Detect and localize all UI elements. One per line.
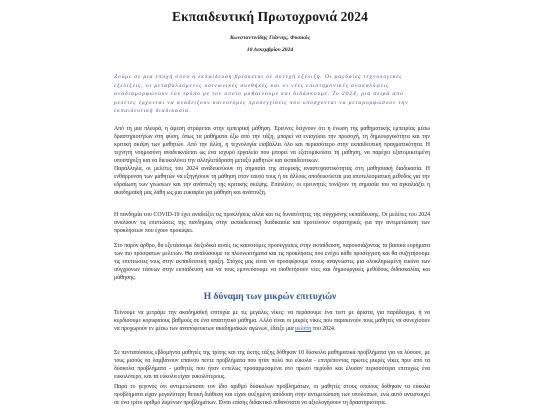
study-link[interactable]: μελέτη — [295, 325, 312, 332]
paragraph-5-text-end: του 2024. — [311, 325, 336, 332]
body-paragraph-5 — [114, 310, 430, 334]
body-paragraph-7: Παρά το γεγονός ότι αντιμετώπισαν τον ίδιο αριθμό δύσκολων προβλημάτων, οι μαθητές στους οποίους δόθηκαν τα εύκολα προβλήματα είχαν μεγαλύτερη θετική διάθεση και είχαν αυξημένη απόδοση στην αντιμετώπιση των υπολοίπων, ενώ αυτό αντιστοιχεί σε ένα τρίτο αριθμό λυμένων προβλημάτων. Είναι επίσης διδακτικό πιθανότατα να αξιολογήσουν τη δραστηριότητα. — [114, 384, 430, 406]
document-title: Εκπαιδευτική Πρωτοχρονιά 2024 — [172, 9, 368, 24]
body-paragraph-4: Στο παρόν άρθρο, θα εξετάσουμε διεξοδικά αυτές τις καινοτόμες προσεγγίσεις στην εκπαίδευση, παρουσιάζοντας τα βασικά ευρήματα των πιο πρόσφατων μελετών. Θα αναλύσουμε τα πλεονεκτήματα και τις προκλήσεις που ενέχει κάθε προσέγγιση και θα συζητήσουμε τις επιπτώσεις τους στην εκπαιδευτική πράξη. Στόχος μας είναι να προσφέρουμε στους αναγνώστες μια ολοκληρωμένη εικόνα των σύγχρονων τάσεων στην εκπαίδευση και να τους εμπνεύσουμε να υιοθετήσουν νέες και δημιουργικές μεθόδους διδασκαλίας και μάθησης. — [114, 243, 430, 281]
section-heading: Η δύναμη των μικρών επιτυχιών — [203, 292, 337, 302]
paragraph-5-text-start: Τείνουμε να μετράμε την ακαδημαϊκή επιτυχία με τις μεγάλες νίκες: να περάσουμε ένα τεστ με άριστα, για παράδειγμα, ή να κερδίσουμε κορυφαίους βαθμούς σε ένα απαιτητικό μάθημα. Αλλά είναι οι μικρές νίκες που παρακινούν τους μαθητές να συνεχίσουν να προχωρούν εν μέσω των αναπόφευκτων ακαδημαϊκών αγώνων, έδειξε μια — [114, 310, 430, 332]
body-paragraph-1: Από τη μια πλευρά, η άμεση στρέφεται στην εμπειρική μάθηση. Έρευνες δείχνουν ότι η ένωση της μαθηματικής εμπειρίας μέσω δραστηριοτήτων στη φύση, όπως τα μαθήματα έξω από την τάξη, μπορεί να ενισχύσει την προσοχή, τη δημιουργικότητα και την κριτική σκέψη των μαθητών. Από την άλλη, η τεχνολογία εισβάλλει όλο και περισσότερο στην εκπαιδευτική πραγματικότητα. Η τεχνητή νοημοσύνη αναδεικνύεται ως ένα ισχυρό εργαλείο που μπορεί να εξατομικεύσει τη μάθηση, να παρέχει εξατομικευμένη υποστήριξη και να διευκολύνει την αλληλεπίδραση μεταξύ μαθητών και εκπαιδευτικών. — [114, 126, 430, 164]
author-line: Κωνσταντινίδης Γιάννης, Φυσικός — [230, 35, 310, 41]
abstract-paragraph: Ζούμε σε μια εποχή όπου η εκπαίδευση βρίσκεται σε συνεχή εξέλιξη. Οι ραγδαίες τεχνολογικές εξελίξεις, οι μεταβαλλόμενες κοινωνικές συνθήκες και οι νέες επιστημονικές ανακαλύψεις αναδιαμορφώνουν τον τρόπο με τον οποίο μαθαίνουμε και διδάσκουμε. Το 2024, μια σειρά από μελέτες έρχονται να αναδείξουν καινοτόμες προσεγγίσεις που υπόσχονται να μεταμορφώσουν την εκπαιδευτική διαδικασία. — [114, 74, 409, 115]
date-line: 10 Δεκεμβρίου 2024 — [246, 47, 294, 53]
body-paragraph-3: Η πανδημία του COVID-19 έχει αναδείξει τις προκλήσεις αλλά και τις δυνατότητες της σύγχρονης εκπαίδευσης. Οι μελέτες του 2024 αναλύουν τις επιπτώσεις της πανδημίας στην εκπαιδευτική διαδικασία και προτείνουν στρατηγικές για την αντιμετώπιση των προκλήσεων που έχουν προκύψει. — [114, 212, 430, 234]
body-paragraph-6: Σε πενταπόσιους εβδομήντα μαθητές της τρίτης και της έκτης τάξης δόθηκαν 10 δύσκολα μαθηματικά προβλήματα για να λύσουν, με τους μισούς να λαμβάνουν επαίνου πέντε προβλήματα που ήταν πολύ πιο εύκολα - επιτρέποντας πρώτες μικρές νίκες πριν από τα δύσκολα προβλήματα - μαθητές που ήταν εντελώς προσαρμοσμένα στο πρώτο περίοδο και έλυσαν περισσότερα επιτυχώς ένα ευκολότερο, και τα εύκολα είχαν ευκολότερους. — [114, 350, 430, 380]
body-paragraph-2: Παράλληλα, οι μελέτες του 2024 αναδεικνύουν τη σημασία της ατομικής αναστοχαστικότητας στη μαθησιακή διαδικασία. Η ενθάρρυνση των μαθητών να εξηγήσουν τη μάθηση στον εαυτό τους ή σε άλλους αποδεικνύεται μια αποτελεσματική μέθοδος για την εδραίωση των γνώσεων και την ανάπτυξη της κριτικής σκέψης. Επιπλέον, οι ερευνητές τονίζουν τη σημασία του να αγκαλιάζει η ακαδημαϊκή μας λάθη ως μια ευκαιρία για μάθηση και ανάπτυξη. — [114, 166, 430, 196]
